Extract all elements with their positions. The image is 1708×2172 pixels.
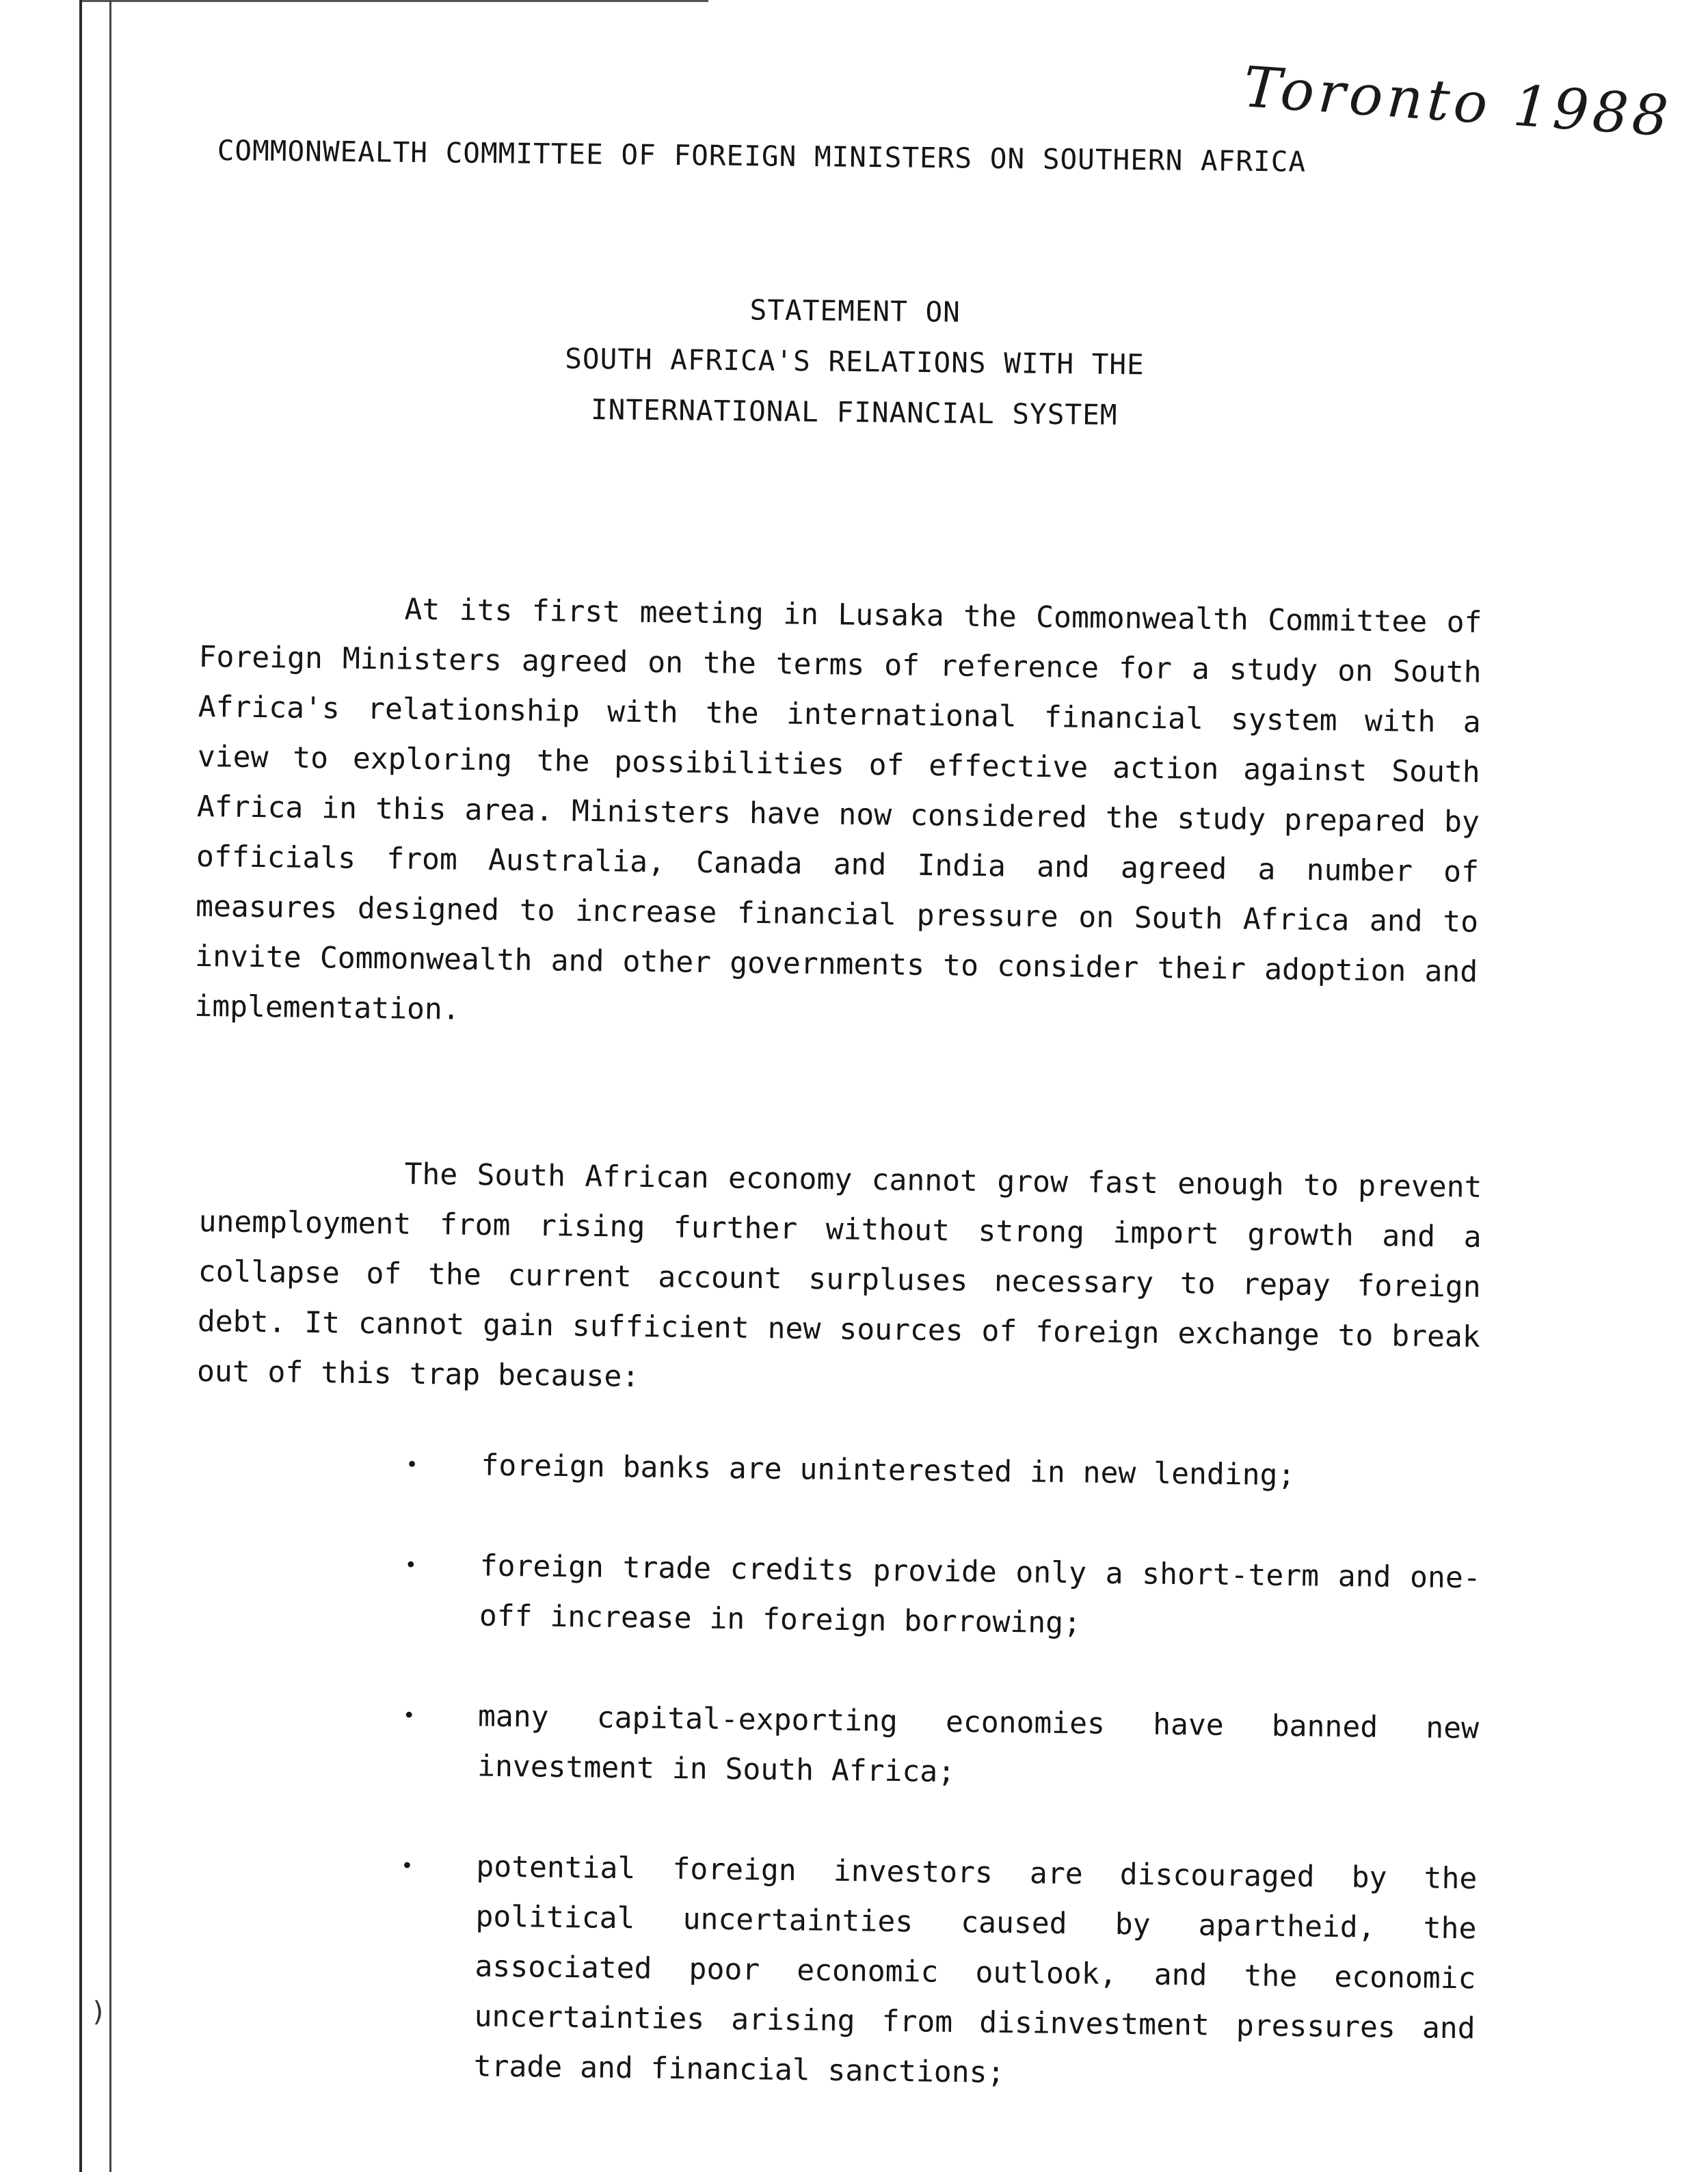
title-line: STATEMENT ON bbox=[749, 293, 961, 329]
bullet-item: • many capital-exporting economies have banned new investment in South Africa; bbox=[391, 1691, 1480, 1804]
paragraph-indent bbox=[199, 617, 404, 619]
paragraph-text: At its first meeting in Lusaka the Commonwealth Committee of Foreign Ministers agreed on the terms of reference for a study on South Africa's relationship with the international financial system with a view to exploring the possibilities of effective action against South Africa in this area. Ministers have now considered the study prepared by officials from Australia, Canada and India and agreed a number of measures designed to increase financial pressure on South Africa and to invite Commonwealth and other governments to consider their adoption and implementation. bbox=[194, 592, 1482, 1027]
title-line: SOUTH AFRICA'S RELATIONS WITH THE bbox=[564, 342, 1145, 381]
reasons-bullet-list bbox=[386, 1440, 1482, 2154]
bullet-item: • foreign trade credits provide only a short-term and one-off increase in foreign borrowing; bbox=[392, 1540, 1481, 1653]
committee-heading: COMMONWEALTH COMMITTEE OF FOREIGN MINISTERS ON SOUTHERN AFRICA bbox=[217, 134, 1307, 178]
bullet-item: • potential foreign investors are discouraged by the political uncertainties caused by apartheid, the associated poor economic outlook, and the economic uncertainties arising from disinvestment pressures and trade and financial sanctions; bbox=[387, 1841, 1477, 2104]
paragraph-economy bbox=[197, 1147, 1482, 1412]
paragraph-lusaka-meeting bbox=[194, 582, 1482, 1047]
title-line: INTERNATIONAL FINANCIAL SYSTEM bbox=[590, 392, 1118, 432]
paragraph-text: The South African economy cannot grow fast enough to prevent unemployment from rising further without strong import growth and a collapse of the current account surpluses necessary to repay foreign debt. It cannot gain sufficient new sources of foreign exchange to break out of this trap because: bbox=[196, 1157, 1482, 1394]
paragraph-indent bbox=[199, 1181, 404, 1184]
bullet-item: • foreign banks are uninterested in new lending; bbox=[395, 1440, 1482, 1503]
binding-edge-line-inner bbox=[109, 0, 111, 2172]
handwritten-annotation: Toronto 1988 bbox=[1241, 55, 1674, 150]
margin-mark: ) bbox=[90, 1996, 107, 2028]
binding-edge-line bbox=[79, 0, 82, 2172]
top-edge-rule bbox=[79, 0, 708, 2]
statement-title bbox=[410, 281, 1300, 442]
